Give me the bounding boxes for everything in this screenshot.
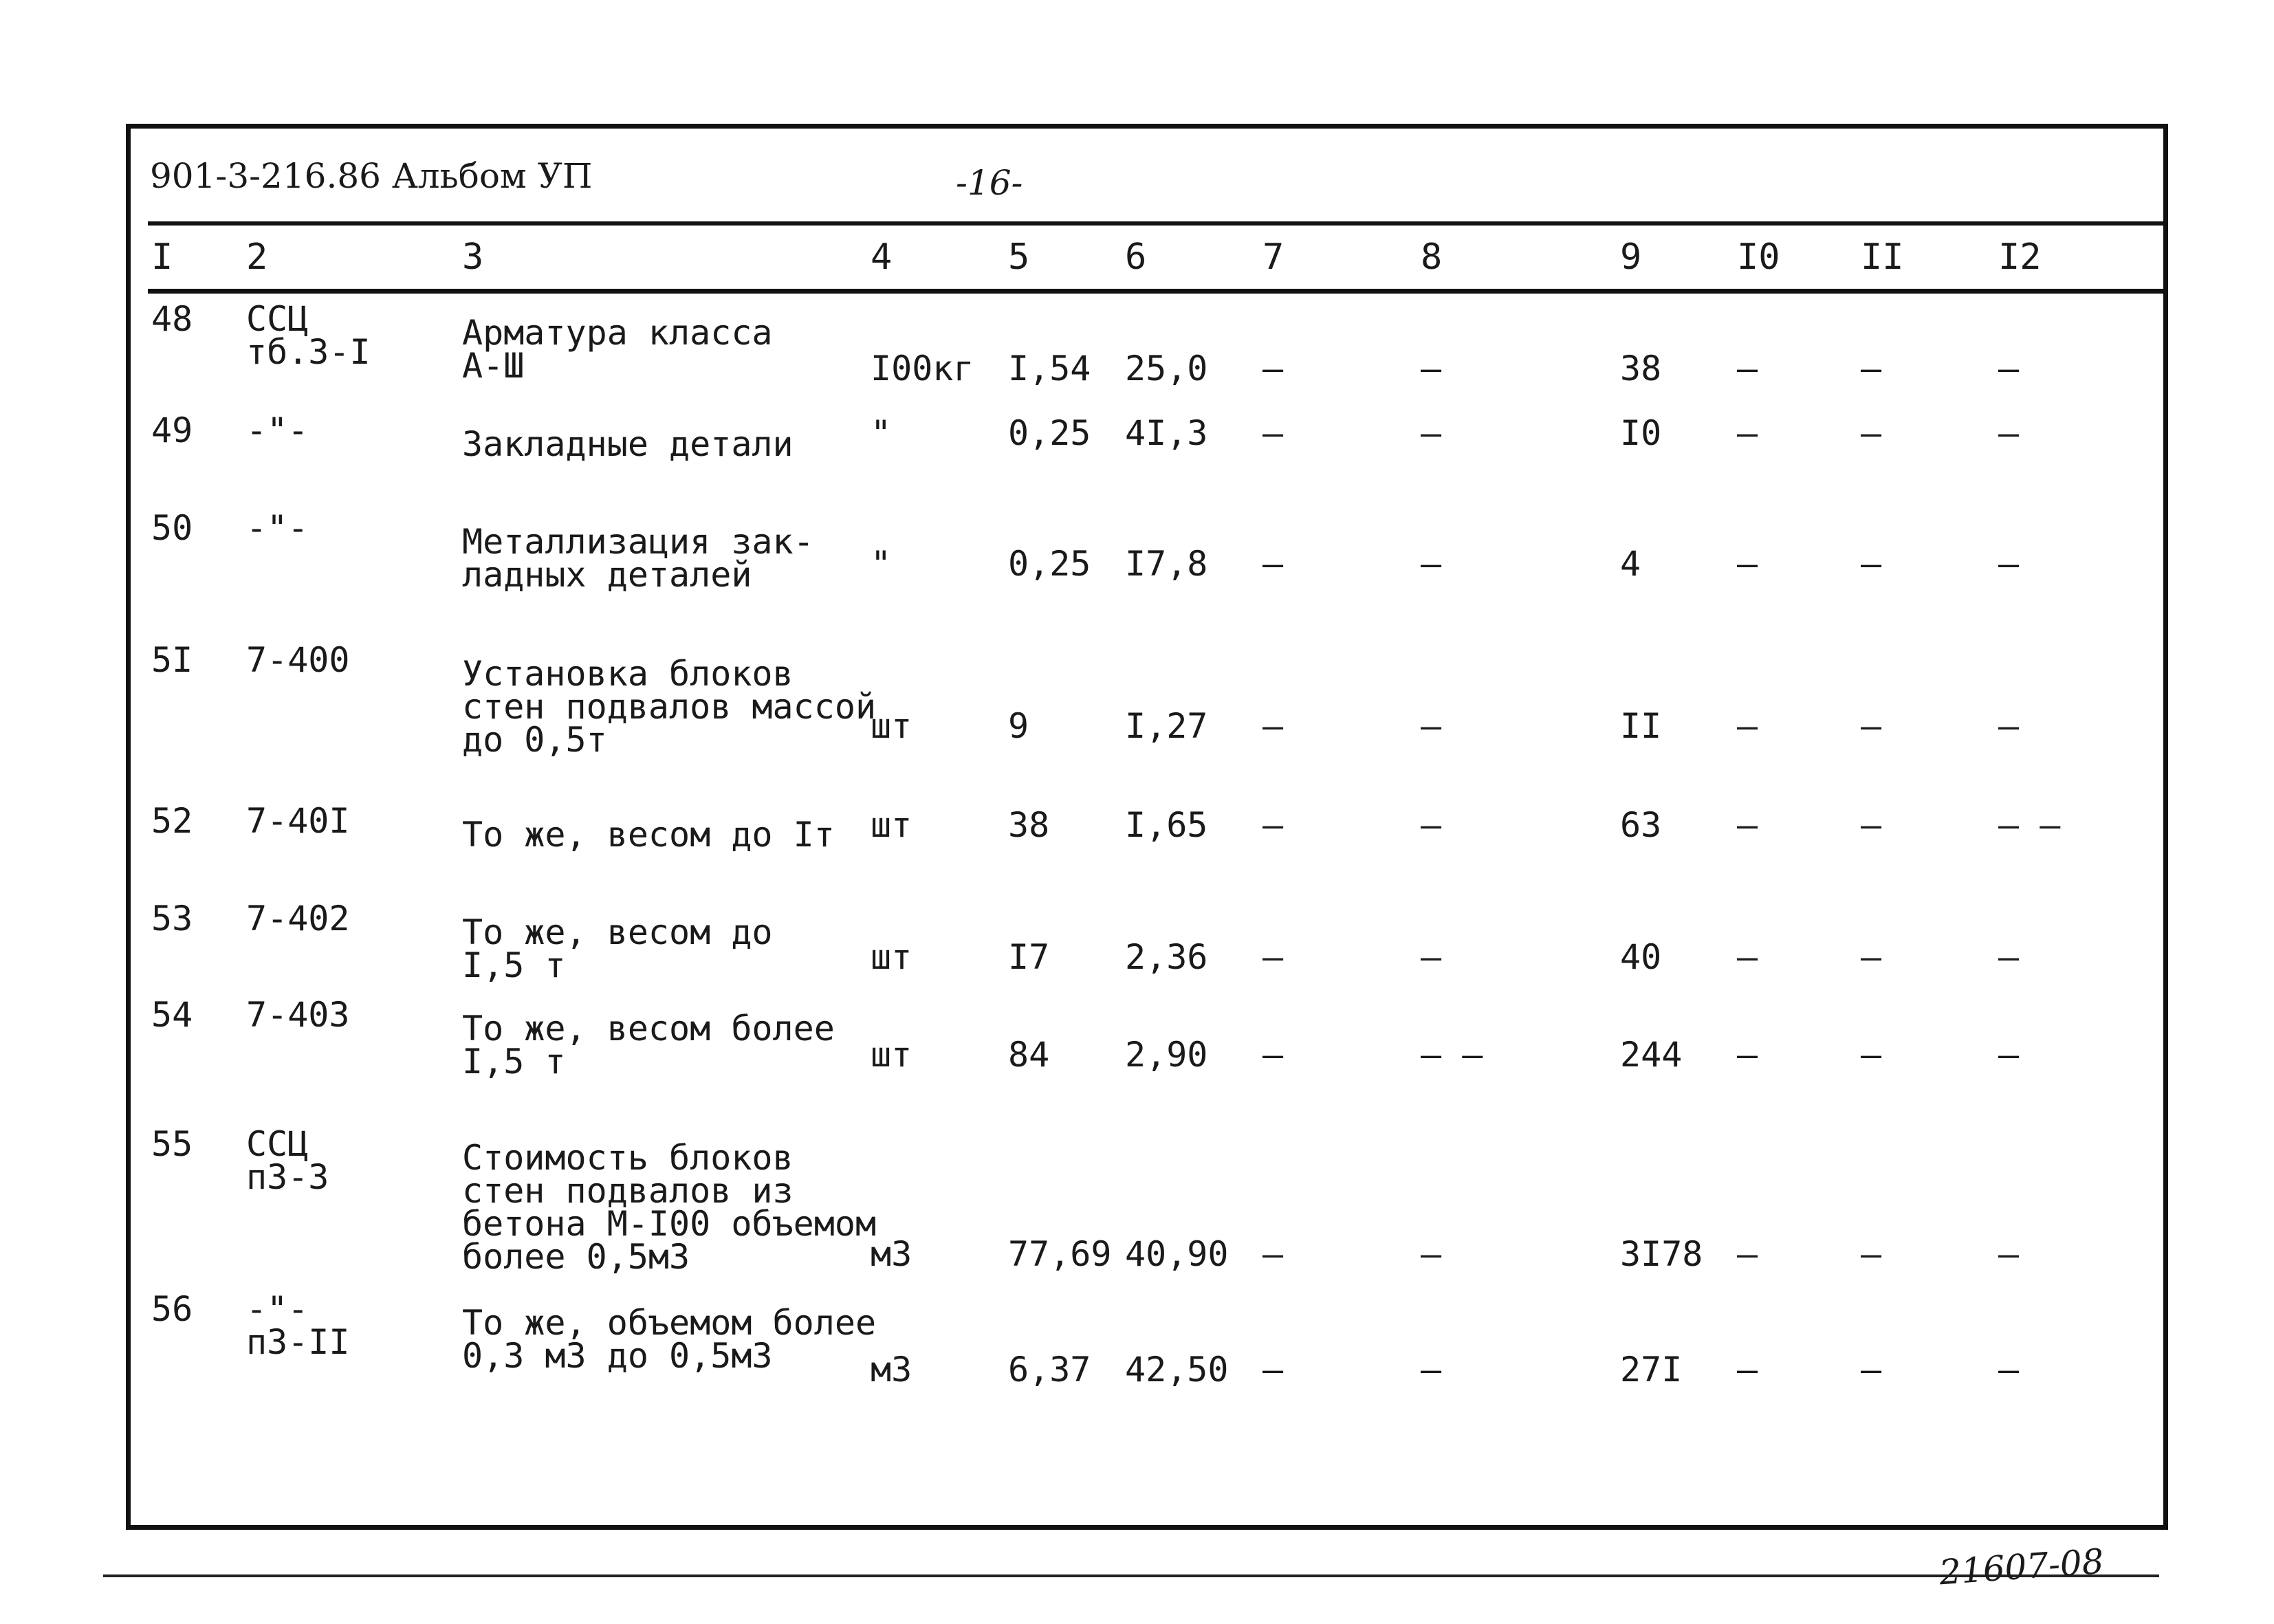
row-col10: – (1737, 937, 1758, 977)
row-col5: I,54 (1008, 349, 1091, 388)
row-col12: – (1998, 1234, 2020, 1274)
col-header-5: 5 (1008, 237, 1030, 278)
row-col10: – (1737, 1035, 1758, 1075)
col-header-12: I2 (1998, 237, 2042, 278)
row-col5: 6,37 (1008, 1350, 1091, 1390)
row-col11: – (1861, 544, 1882, 584)
row-name: Закладные детали (462, 424, 794, 464)
row-col11: – (1861, 349, 1882, 388)
row-col5: 84 (1008, 1035, 1050, 1075)
row-col9: 38 (1620, 349, 1662, 388)
row-name: Арматура класса А-Ш (462, 313, 773, 386)
col-header-2: 2 (246, 237, 268, 278)
row-col11: – (1861, 1350, 1882, 1390)
row-col10: – (1737, 413, 1758, 453)
row-col6: 42,50 (1125, 1350, 1229, 1390)
row-col6: 2,90 (1125, 1035, 1208, 1075)
row-unit: I00кг (871, 349, 974, 388)
row-unit: м3 (871, 1234, 912, 1274)
row-col10: – (1737, 805, 1758, 845)
row-code: -"- (246, 508, 309, 548)
row-col6: I7,8 (1125, 544, 1208, 584)
row-col5: 9 (1008, 706, 1029, 746)
bottom-rule (103, 1574, 2159, 1577)
col-header-4: 4 (871, 237, 893, 278)
signature: 21607-08 (1938, 1541, 2106, 1593)
row-name: Металлизация зак- ладных деталей (462, 522, 814, 595)
row-col9: 3I78 (1620, 1234, 1703, 1274)
row-col12: – (1998, 544, 2020, 584)
row-number: 53 (151, 899, 193, 939)
row-col10: – (1737, 1350, 1758, 1390)
row-col7: – (1262, 805, 1284, 845)
row-name: То же, весом до Iт (462, 815, 835, 855)
row-unit: шт (871, 706, 912, 746)
row-col8: – (1421, 349, 1442, 388)
row-col12: – (1998, 706, 2020, 746)
row-name: То же, весом до I,5 т (462, 912, 773, 985)
row-col7: – (1262, 349, 1284, 388)
row-col8: – – (1421, 1035, 1483, 1075)
row-unit: " (871, 544, 892, 584)
col-header-6: 6 (1125, 237, 1147, 278)
row-code: 7-40I (246, 801, 350, 841)
row-col5: 77,69 (1008, 1234, 1112, 1274)
row-col9: 244 (1620, 1035, 1683, 1075)
row-col6: 25,0 (1125, 349, 1208, 388)
row-col6: 40,90 (1125, 1234, 1229, 1274)
row-col8: – (1421, 413, 1442, 453)
col-header-7: 7 (1262, 237, 1284, 278)
row-col12: – (1998, 349, 2020, 388)
row-col10: – (1737, 349, 1758, 388)
row-col8: – (1421, 1234, 1442, 1274)
row-col9: 63 (1620, 805, 1662, 845)
row-col9: 4 (1620, 544, 1641, 584)
row-col7: – (1262, 1035, 1284, 1075)
row-name: Установка блоков стен подвалов массой до 0,5т (462, 654, 877, 760)
row-col9: 40 (1620, 937, 1662, 977)
column-header-rule (148, 289, 2168, 294)
row-col5: 0,25 (1008, 413, 1091, 453)
row-col11: – (1861, 413, 1882, 453)
row-number: 52 (151, 801, 193, 841)
row-col9: I0 (1620, 413, 1662, 453)
col-header-11: II (1861, 237, 1904, 278)
row-unit: м3 (871, 1350, 912, 1390)
row-col10: – (1737, 706, 1758, 746)
row-col10: – (1737, 1234, 1758, 1274)
row-col8: – (1421, 544, 1442, 584)
col-header-9: 9 (1620, 237, 1642, 278)
row-col10: – (1737, 544, 1758, 584)
row-code: 7-400 (246, 640, 350, 680)
row-number: 55 (151, 1124, 193, 1164)
row-number: 50 (151, 508, 193, 548)
row-col11: – (1861, 1035, 1882, 1075)
row-number: 5I (151, 640, 193, 680)
row-unit: шт (871, 937, 912, 977)
row-number: 56 (151, 1289, 193, 1329)
row-col11: – (1861, 706, 1882, 746)
row-col11: – (1861, 805, 1882, 845)
row-code: ССЦ тб.3-I (246, 299, 371, 372)
row-code: 7-402 (246, 899, 350, 939)
row-col6: 4I,3 (1125, 413, 1208, 453)
row-col7: – (1262, 1350, 1284, 1390)
row-col8: – (1421, 1350, 1442, 1390)
row-number: 49 (151, 410, 193, 450)
col-header-1: I (151, 237, 173, 278)
row-col7: – (1262, 1234, 1284, 1274)
col-header-10: I0 (1737, 237, 1780, 278)
row-col5: I7 (1008, 937, 1050, 977)
row-col7: – (1262, 413, 1284, 453)
row-col12: – – (1998, 805, 2061, 845)
row-col6: I,27 (1125, 706, 1208, 746)
row-name: Стоимость блоков стен подвалов из бетона М-I00 объемом более 0,5м3 (462, 1138, 877, 1277)
row-col8: – (1421, 805, 1442, 845)
row-col7: – (1262, 544, 1284, 584)
row-code: -"- (246, 410, 309, 450)
header-rule (148, 221, 2168, 226)
row-col7: – (1262, 706, 1284, 746)
document-code: 901-3-216.86 Альбом УП (150, 156, 593, 196)
row-col5: 38 (1008, 805, 1050, 845)
row-col6: 2,36 (1125, 937, 1208, 977)
row-col7: – (1262, 937, 1284, 977)
row-name: То же, весом более I,5 т (462, 1009, 835, 1082)
col-header-8: 8 (1421, 237, 1443, 278)
row-number: 54 (151, 995, 193, 1035)
row-number: 48 (151, 299, 193, 339)
row-name: То же, объемом более 0,3 м3 до 0,5м3 (462, 1303, 877, 1376)
row-col12: – (1998, 1035, 2020, 1075)
row-unit: " (871, 413, 892, 453)
row-col5: 0,25 (1008, 544, 1091, 584)
page-number: -16- (956, 163, 1023, 203)
row-col11: – (1861, 1234, 1882, 1274)
row-col9: II (1620, 706, 1662, 746)
row-col12: – (1998, 413, 2020, 453)
row-unit: шт (871, 1035, 912, 1075)
row-col8: – (1421, 937, 1442, 977)
row-col6: I,65 (1125, 805, 1208, 845)
col-header-3: 3 (462, 237, 484, 278)
row-unit: шт (871, 805, 912, 845)
row-col11: – (1861, 937, 1882, 977)
row-code: -"- п3-II (246, 1289, 350, 1362)
row-code: ССЦ п3-3 (246, 1124, 329, 1197)
row-col8: – (1421, 706, 1442, 746)
row-col12: – (1998, 1350, 2020, 1390)
row-col12: – (1998, 937, 2020, 977)
row-col9: 27I (1620, 1350, 1683, 1390)
row-code: 7-403 (246, 995, 350, 1035)
